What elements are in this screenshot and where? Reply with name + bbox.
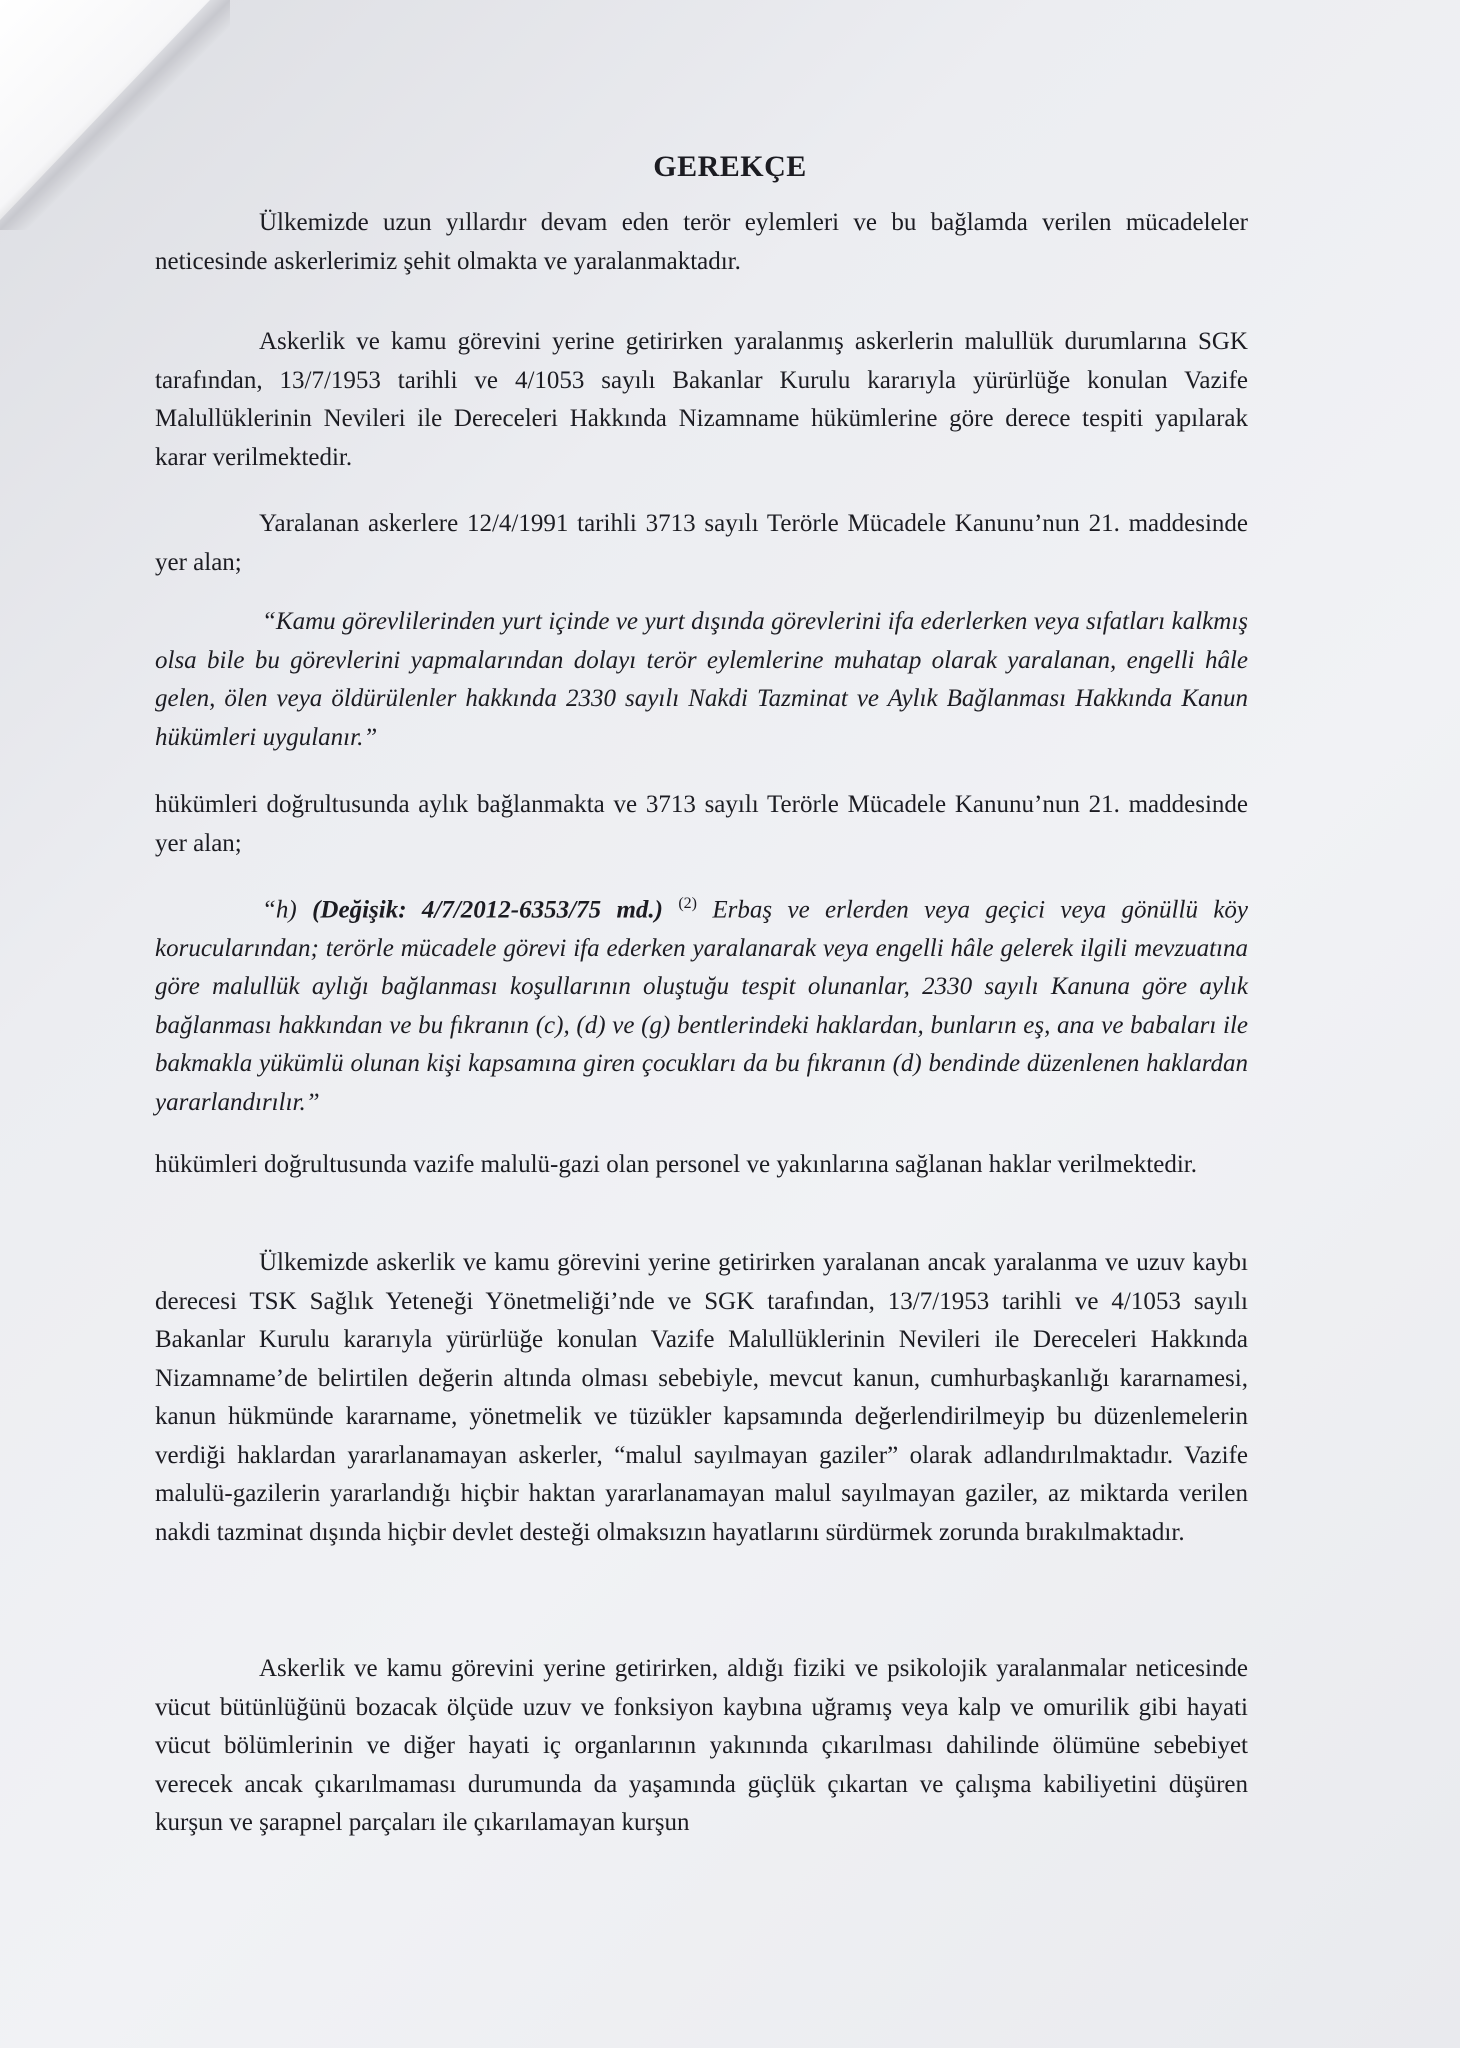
quote-2-text: Erbaş ve erlerden veya geçici veya gönüllü köy korucularından; terörle mücadele görevi ifa ederken yaralanarak veya engelli hâle gelerek ilgili mevzuatına göre malullük aylığı bağlanması koşullarının oluştuğu tespit olunanlar, 2330 sayılı Kanuna göre aylık bağlanması hakkından ve bu fıkranın (c), (d) ve (g) bentlerindeki haklardan, bunların eş, ana ve babaları ile bakmakla yükümlü olunan kişi kapsamına giren çocukları da bu fıkranın (d) bendinde düzenlenen haklardan yararlandırılır.”	[155, 896, 1249, 1116]
paragraph-7: Askerlik ve kamu görevini yerine getirirken, aldığı fiziki ve psikolojik yaralanmalar neticesinde vücut bütünlüğünü bozacak ölçüde uzuv ve fonksiyon kaybına uğramış veya kalp ve omurilik gibi hayati vücut bölümlerinin ve diğer hayati iç organlarının yakınında çıkarılması dahilinde ölümüne sebebiyet verecek ancak çıkarılmaması durumunda da yaşamında güçlük çıkartan ve çalışma kabiliyetini düşüren kurşun ve şarapnel parçaları ile çıkarılamayan kurşun	[155, 1655, 1248, 1836]
paragraph-4: hükümleri doğrultusunda aylık bağlanmakta ve 3713 sayılı Terörle Mücadele Kanunu’nun 21. maddesinde yer alan;	[155, 791, 1248, 857]
page-title: GEREKÇE	[653, 150, 807, 183]
quote-2	[155, 885, 1248, 1122]
paragraph-3: Yaralanan askerlere 12/4/1991 tarihli 3713 sayılı Terörle Mücadele Kanunu’nun 21. maddesinde yer alan;	[155, 510, 1248, 576]
paragraph-6: Ülkemizde askerlik ve kamu görevini yerine getirirken yaralanan ancak yaralanma ve uzuv kaybı derecesi TSK Sağlık Yeteneği Yönetmeliği’nde ve SGK tarafından, 13/7/1953 tarihli ve 4/1053 sayılı Bakanlar Kurulu kararıyla yürürlüğe konulan Vazife Malullüklerinin Nevileri ile Dereceleri Hakkında Nizamname’de belirtilen değerin altında olması sebebiyle, mevcut kanun, cumhurbaşkanlığı kararnamesi, kanun hükmünde kararname, yönetmelik ve tüzükler kapsamında değerlendirilmeyip bu düzenlemelerin verdiği haklardan yararlanamayan askerler, “malul sayılmayan gaziler” olarak adlandırılmaktadır. Vazife malulü-gazilerin yararlandığı hiçbir haktan yararlanamayan malul sayılmayan gaziler, az miktarda verilen nakdi tazminat dışında hiçbir devlet desteği olmaksızın hayatlarını sürdürmek zorunda bırakılmaktadır.	[155, 1249, 1248, 1546]
paragraph-1: Ülkemizde uzun yıllardır devam eden terör eylemleri ve bu bağlamda verilen mücadeleler neticesinde askerlerimiz şehit olmakta ve yaralanmaktadır.	[155, 209, 1248, 275]
quote-2-footnote: (2)	[678, 895, 697, 912]
paragraph-2: Askerlik ve kamu görevini yerine getirirken yaralanmış askerlerin malullük durumlarına SGK tarafından, 13/7/1953 tarihli ve 4/1053 sayılı Bakanlar Kurulu kararıyla yürürlüğe konulan Vazife Malullüklerinin Nevileri ile Dereceleri Hakkında Nizamname hükümlerine göre derece tespiti yapılarak karar verilmektedir.	[155, 328, 1248, 471]
quote-2-prefix: “h)	[262, 896, 313, 924]
quote-2-amendment: (Değişik: 4/7/2012-6353/75 md.)	[312, 896, 663, 924]
paragraph-5: hükümleri doğrultusunda vazife malulü-gazi olan personel ve yakınlarına sağlanan haklar verilmektedir.	[155, 1151, 1198, 1178]
folded-corner	[0, 0, 220, 220]
quote-1: “Kamu görevlilerinden yurt içinde ve yurt dışında görevlerini ifa ederlerken veya sıfatları kalkmış olsa bile bu görevlerini yapmalarından dolayı terör eylemlerine muhatap olarak yaralanan, engelli hâle gelen, ölen veya öldürülenler hakkında 2330 sayılı Nakdi Tazminat ve Aylık Bağlanması Hakkında Kanun hükümleri uygulanır.”	[155, 608, 1248, 751]
